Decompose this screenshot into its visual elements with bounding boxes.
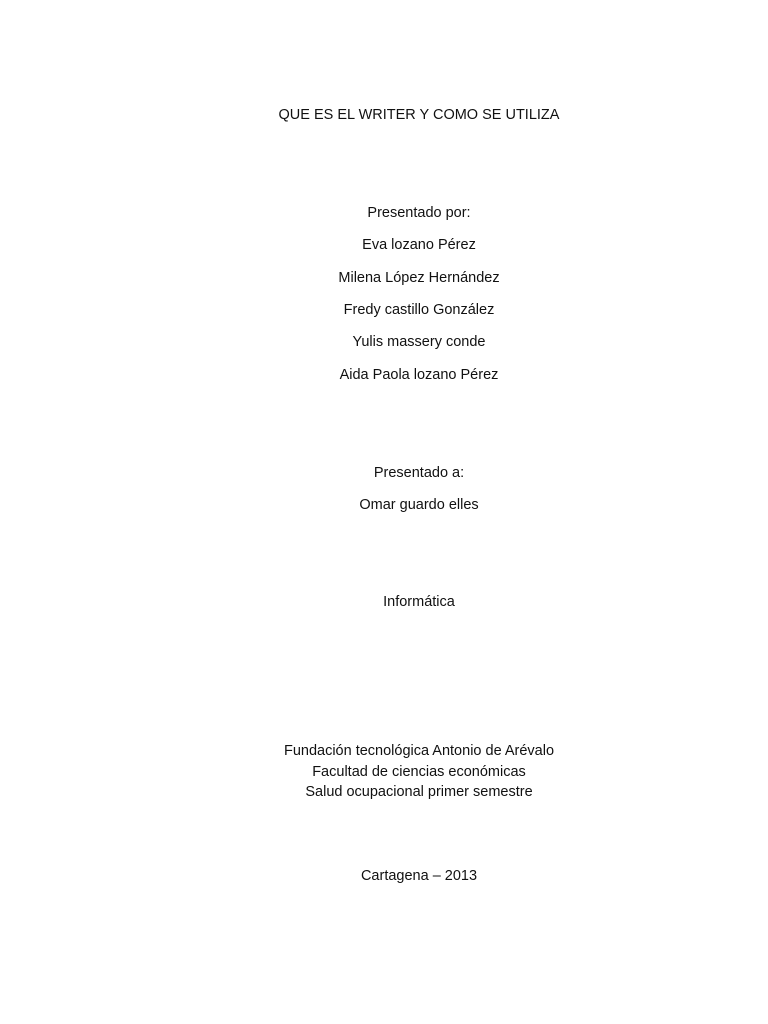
institution-name: Fundación tecnológica Antonio de Arévalo [283, 743, 555, 759]
subject-name: Informática [383, 594, 455, 610]
document-title: QUE ES EL WRITER Y COMO SE UTILIZA [278, 107, 560, 123]
author-name: Aida Paola lozano Pérez [339, 367, 499, 383]
faculty-name: Facultad de ciencias económicas [312, 764, 526, 780]
author-name: Eva lozano Pérez [362, 237, 476, 253]
place-date: Cartagena – 2013 [360, 868, 478, 884]
presented-to-label: Presentado a: [373, 465, 465, 481]
teacher-name: Omar guardo elles [359, 497, 479, 513]
author-name: Milena López Hernández [338, 270, 500, 286]
presented-by-label: Presentado por: [367, 205, 471, 221]
author-name: Yulis massery conde [352, 334, 486, 350]
program-name: Salud ocupacional primer semestre [305, 784, 533, 800]
author-name: Fredy castillo González [343, 302, 495, 318]
